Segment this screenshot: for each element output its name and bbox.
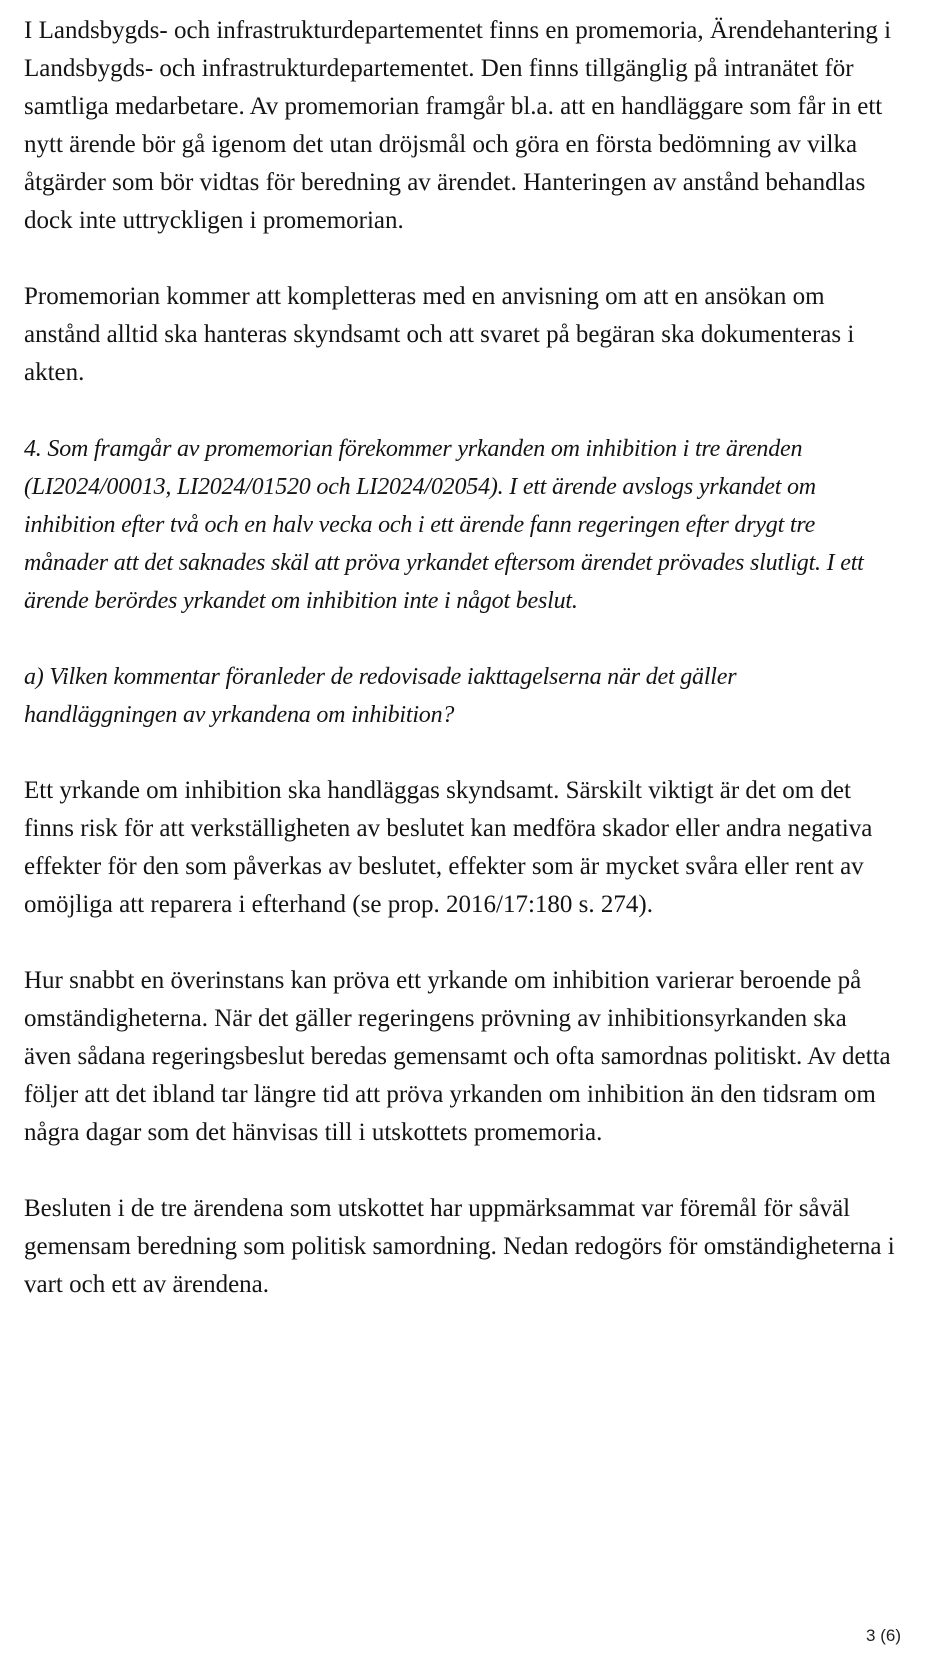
paragraph-answer-besluten: Besluten i de tre ärendena som utskottet har uppmärksammat var föremål för såväl gemensam beredning som politisk samordning. Nedan redogörs för omständigheterna i vart och ett av ärendena. <box>24 1195 895 1298</box>
paragraph-question-4a: a) Vilken kommentar föranleder de redovisade iakttagelserna när det gäller handläggningen av yrkandena om inhibition? <box>24 664 737 728</box>
paragraph-answer-skyndsamt: Ett yrkande om inhibition ska handläggas skyndsamt. Särskilt viktigt är det om det finns risk för att verkställigheten av beslutet kan medföra skador eller andra negativa effekter för den som påverkas av beslutet, effekter som är mycket svåra eller rent av omöjliga att reparera i efterhand (se prop. 2016/17:180 s. 274). <box>24 777 873 918</box>
paragraph-question-4-quote: 4. Som framgår av promemorian förekommer yrkanden om inhibition i tre ärenden (LI2024/00013, LI2024/01520 och LI2024/02054). I ett ärende avslogs yrkandet om inhibition efter två och en halv vecka och i ett ärende fann regeringen efter drygt tre månader att det saknades skäl att pröva yrkandet eftersom ärendet prövades slutligt. I ett ärende berördes yrkandet om inhibition inte i något beslut. <box>24 436 864 614</box>
paragraph-answer-overinstans: Hur snabbt en överinstans kan pröva ett yrkande om inhibition varierar beroende på omständigheterna. När det gäller regeringens prövning av inhibitionsyrkanden ska även sådana regeringsbeslut beredas gemensamt och ofta samordnas politiskt. Av detta följer att det ibland tar längre tid att pröva yrkanden om inhibition än den tidsram om några dagar som det hänvisas till i utskottets promemoria. <box>24 967 891 1146</box>
paragraph-intro-promemoria: I Landsbygds- och infrastrukturdepartementet finns en promemoria, Ärendehantering i Landsbygds- och infrastrukturdepartementet. Den finns tillgänglig på intranätet för samtliga medarbetare. Av promemorian framgår bl.a. att en handläggare som får in ett nytt ärende bör gå igenom det utan dröjsmål och göra en första bedömning av vilka åtgärder som bör vidtas för beredning av ärendet. Hanteringen av anstånd behandlas dock inte uttryckligen i promemorian. <box>24 17 892 234</box>
paragraph-komplettering: Promemorian kommer att kompletteras med en anvisning om att en ansökan om anstånd alltid ska hanteras skyndsamt och att svaret på begäran ska dokumenteras i akten. <box>24 283 855 386</box>
page-number: 3 (6) <box>866 1626 901 1645</box>
